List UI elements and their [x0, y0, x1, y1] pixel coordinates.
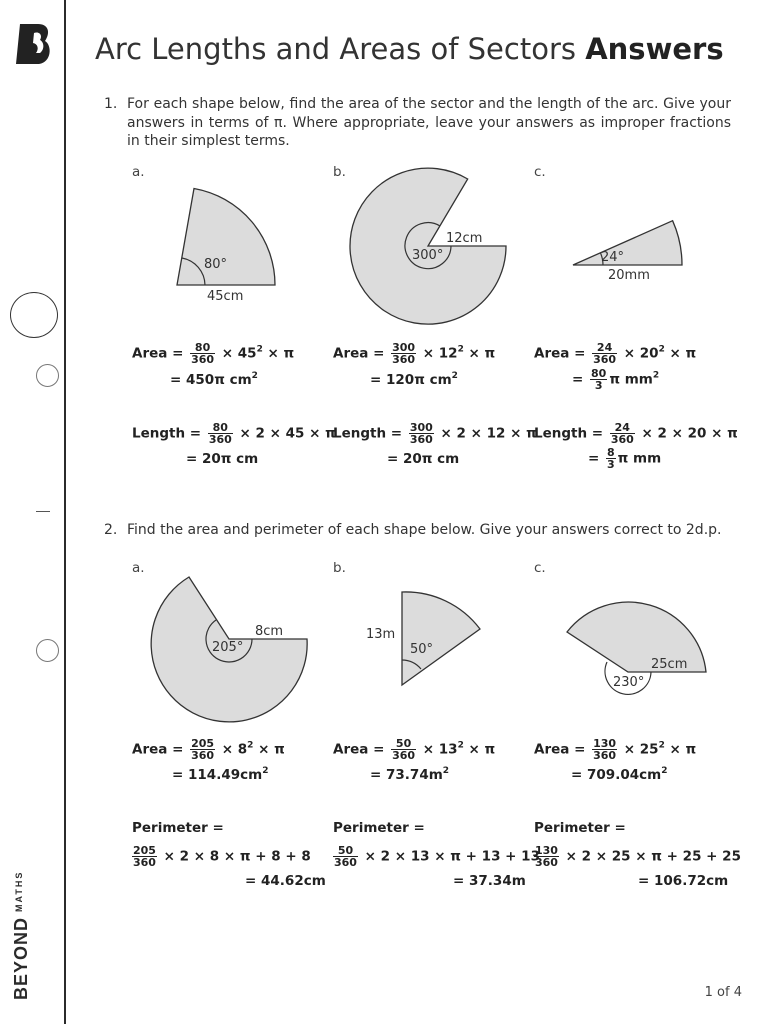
perimeter-working: $\frac{205}{360}$ × 2 × 8 × π + 8 + 8: [133, 844, 311, 869]
sector-diagram: [560, 595, 715, 695]
perimeter-result: = 106.72cm: [638, 873, 729, 889]
question-number: 1.: [104, 96, 118, 112]
radius-label: 13m: [366, 627, 396, 642]
sector-diagram: [145, 570, 315, 720]
fraction: $\frac{80}{360}$: [191, 341, 215, 366]
length-label: Length =: [132, 425, 202, 442]
area-working: Area = $\frac{205}{360}$ × $8^2 \times \pi$: [132, 737, 285, 762]
beyond-logo-icon: [14, 22, 54, 66]
sector-shape: [350, 168, 506, 324]
area-label: Area =: [534, 741, 586, 758]
area-result: = $\frac{80}{3}$ π $mm^2$: [572, 367, 660, 392]
sector-diagram: [345, 170, 515, 325]
perimeter-result: = 44.62cm: [245, 873, 326, 889]
part-label: c.: [534, 560, 546, 576]
area-working: Area = $\frac{130}{360}$ × $25^2 \times \pi$: [534, 737, 697, 762]
question-2: [104, 521, 731, 540]
area-result: = 120π $cm^2$: [370, 371, 458, 388]
fraction: $\frac{205}{360}$: [133, 844, 156, 869]
fraction: $\frac{24}{360}$: [593, 341, 617, 366]
area-result: = $73.74m^2$: [370, 766, 450, 783]
question-number: 2.: [104, 522, 118, 538]
angle-label: 205°: [212, 640, 244, 655]
sector-shape: [573, 221, 682, 265]
fraction: $\frac{300}{360}$: [409, 421, 433, 446]
radius-label: 45cm: [207, 289, 244, 304]
perimeter-label: Perimeter =: [534, 820, 626, 836]
sector-diagram: [160, 185, 290, 305]
area-working: Area = $\frac{24}{360}$ × $20^2 \times \pi$: [534, 341, 697, 366]
fraction: $\frac{130}{360}$: [535, 844, 558, 869]
question-text: Find the area and perimeter of each shape below. Give your answers correct to 2d.p.: [127, 522, 722, 538]
area-result: = 450π $cm^2$: [170, 371, 258, 388]
sector-shape: [402, 592, 480, 685]
length-working: Length = $\frac{80}{360}$ × 2 × 45 × π: [132, 421, 336, 446]
brand-sub: MATHS: [14, 870, 24, 912]
question-1: [104, 95, 731, 151]
part-label: c.: [534, 164, 546, 180]
page-number: 1 of 4: [704, 985, 742, 1000]
fraction: $\frac{50}{360}$: [334, 844, 357, 869]
angle-label: 50°: [410, 642, 434, 657]
binder-hole-small: [36, 639, 59, 662]
radius-label: 8cm: [255, 624, 284, 639]
area-working: Area = $\frac{80}{360}$ × $45^2 \times \pi$: [132, 341, 295, 366]
brand-wordmark: [11, 871, 32, 1000]
fraction: $\frac{205}{360}$: [191, 737, 215, 762]
perimeter-label: Perimeter =: [333, 820, 425, 836]
fraction: $\frac{80}{3}$: [591, 367, 607, 392]
perimeter-result: = 37.34m: [453, 873, 526, 889]
area-working: Area = $\frac{300}{360}$ × $12^2 \times \pi$: [333, 341, 496, 366]
length-label: Length =: [333, 425, 403, 442]
binder-hole-large: [10, 292, 58, 338]
length-result: = 20π cm: [387, 451, 460, 467]
area-label: Area =: [333, 741, 385, 758]
radius-label: 12cm: [446, 231, 483, 246]
perimeter-working: $\frac{50}{360}$ × 2 × 13 × π + 13 + 13: [334, 844, 540, 869]
area-result: = $709.04cm^2$: [571, 766, 668, 783]
length-result: = 20π cm: [186, 451, 259, 467]
area-working: Area = $\frac{50}{360}$ × $13^2 \times \pi$: [333, 737, 496, 762]
area-result: = $114.49cm^2$: [172, 766, 269, 783]
perimeter-label: Perimeter =: [132, 820, 224, 836]
fraction: $\frac{8}{3}$: [607, 446, 615, 471]
fraction: $\frac{24}{360}$: [610, 421, 634, 446]
part-label: a.: [132, 560, 145, 576]
area-label: Area =: [132, 345, 184, 362]
margin-line: [64, 0, 66, 1024]
length-working: Length = $\frac{300}{360}$ × 2 × 12 × π: [333, 421, 537, 446]
title-bold: Answers: [585, 32, 724, 66]
length-result: = $\frac{8}{3}$ π mm: [588, 446, 662, 471]
area-label: Area =: [534, 345, 586, 362]
brand-word: BEYOND: [11, 916, 31, 1000]
length-working: Length = $\frac{24}{360}$ × 2 × 20 × π: [534, 421, 738, 446]
angle-label: 24°: [601, 250, 625, 265]
fraction: $\frac{300}{360}$: [392, 341, 416, 366]
area-label: Area =: [333, 345, 385, 362]
page-title: [95, 32, 724, 66]
question-text: For each shape below, find the area of the sector and the length of the arc. Give your answers in terms of π. Where appropriate, leave your answers as improper fractions in their simplest terms.: [127, 96, 731, 149]
fraction: $\frac{80}{360}$: [208, 421, 232, 446]
fraction: $\frac{130}{360}$: [593, 737, 617, 762]
part-label: b.: [333, 560, 346, 576]
perimeter-working: $\frac{130}{360}$ × 2 × 25 × π + 25 + 25: [535, 844, 741, 869]
sector-diagram: [565, 205, 695, 285]
area-label: Area =: [132, 741, 184, 758]
length-label: Length =: [534, 425, 604, 442]
part-label: a.: [132, 164, 145, 180]
title-main: Arc Lengths and Areas of Sectors: [95, 32, 576, 66]
margin-tick: [36, 511, 50, 512]
sector-diagram: [362, 585, 487, 695]
angle-label: 80°: [204, 257, 228, 272]
angle-label: 300°: [412, 248, 444, 263]
radius-label: 20mm: [608, 268, 650, 283]
part-label: b.: [333, 164, 346, 180]
angle-label: 230°: [613, 675, 645, 690]
binder-hole-small: [36, 364, 59, 387]
fraction: $\frac{50}{360}$: [392, 737, 416, 762]
radius-label: 25cm: [651, 657, 688, 672]
